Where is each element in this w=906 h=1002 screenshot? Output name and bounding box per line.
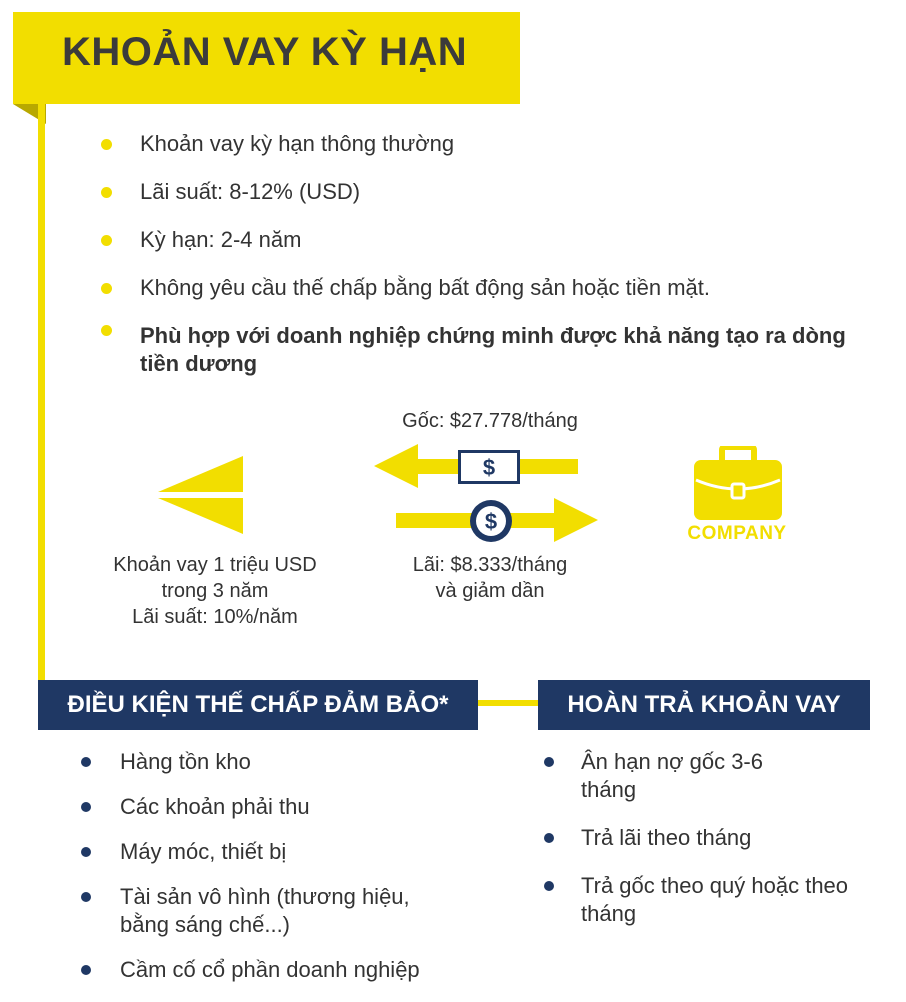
list-item [543,872,871,928]
dollar-bill-symbol: $ [482,455,496,480]
feature-text: Không yêu cầu thế chấp bằng bất động sản hoặc tiền mặt. [140,275,710,300]
interest-label-line: và giảm dần [435,580,545,602]
repayment-list [543,748,873,948]
list-item [80,838,500,866]
collateral-header: ĐIỀU KIỆN THẾ CHẤP ĐẢM BẢO* [38,680,478,730]
list-item [100,274,860,302]
bullet-dot [101,139,112,150]
bullet-dot [81,757,91,767]
briefcase-icon [692,446,784,522]
list-item [80,956,500,984]
list-item [80,883,450,939]
bullet-dot [81,965,91,975]
collateral-list [80,748,500,1001]
collateral-text: Hàng tồn kho [120,749,251,774]
bullet-dot [101,235,112,246]
list-item [543,748,781,804]
loan-label-line: Lãi suất: 10%/năm [132,606,298,628]
paper-plane-icon [150,452,250,538]
list-item [80,793,500,821]
list-item [100,226,860,254]
feature-list [100,130,860,398]
bullet-dot [544,881,554,891]
bullet-dot [544,833,554,843]
repayment-header: HOÀN TRẢ KHOẢN VAY [538,680,870,730]
list-item [543,824,873,852]
dollar-coin-icon [468,498,514,544]
principal-label: Gốc: $27.778/tháng [402,410,578,432]
collateral-text: Các khoản phải thu [120,794,310,819]
page-title: KHOẢN VAY KỲ HẠN [62,30,468,74]
interest-label-line: Lãi: $8.333/tháng [412,554,568,576]
interest-label [370,552,610,604]
feature-text: Lãi suất: 8-12% (USD) [140,179,361,204]
loan-label [80,552,350,630]
bullet-dot [81,847,91,857]
collateral-text: Cầm cố cổ phần doanh nghiệp [120,957,420,982]
vertical-connector-line [38,100,45,682]
list-item [80,748,500,776]
collateral-text: Máy móc, thiết bị [120,839,287,864]
bullet-dot [101,325,112,336]
feature-text: Khoản vay kỳ hạn thông thường [140,131,455,156]
repayment-text: Trả lãi theo tháng [581,825,752,850]
horizontal-connector-line [476,700,542,706]
dollar-bill-icon [458,450,520,484]
bullet-dot [81,892,91,902]
list-item [100,178,860,206]
loan-label-line: Khoản vay 1 triệu USD [113,554,317,576]
bullet-dot [101,283,112,294]
feature-text: Kỳ hạn: 2-4 năm [140,227,302,252]
bullet-dot [81,802,91,812]
company-label: COMPANY [687,523,787,544]
bullet-dot [101,187,112,198]
collateral-text: Tài sản vô hình (thương hiệu, bằng sáng chế...) [120,884,410,937]
repayment-text: Ân hạn nợ gốc 3-6 tháng [581,749,763,802]
feature-text: Phù hợp với doanh nghiệp chứng minh được khả năng tạo ra dòng tiền dương [140,323,846,376]
repayment-text: Trả gốc theo quý hoặc theo tháng [581,873,849,926]
list-item [100,322,860,378]
loan-label-line: trong 3 năm [161,580,269,602]
list-item [100,130,860,158]
bullet-dot [544,757,554,767]
dollar-coin-symbol: $ [484,509,498,534]
